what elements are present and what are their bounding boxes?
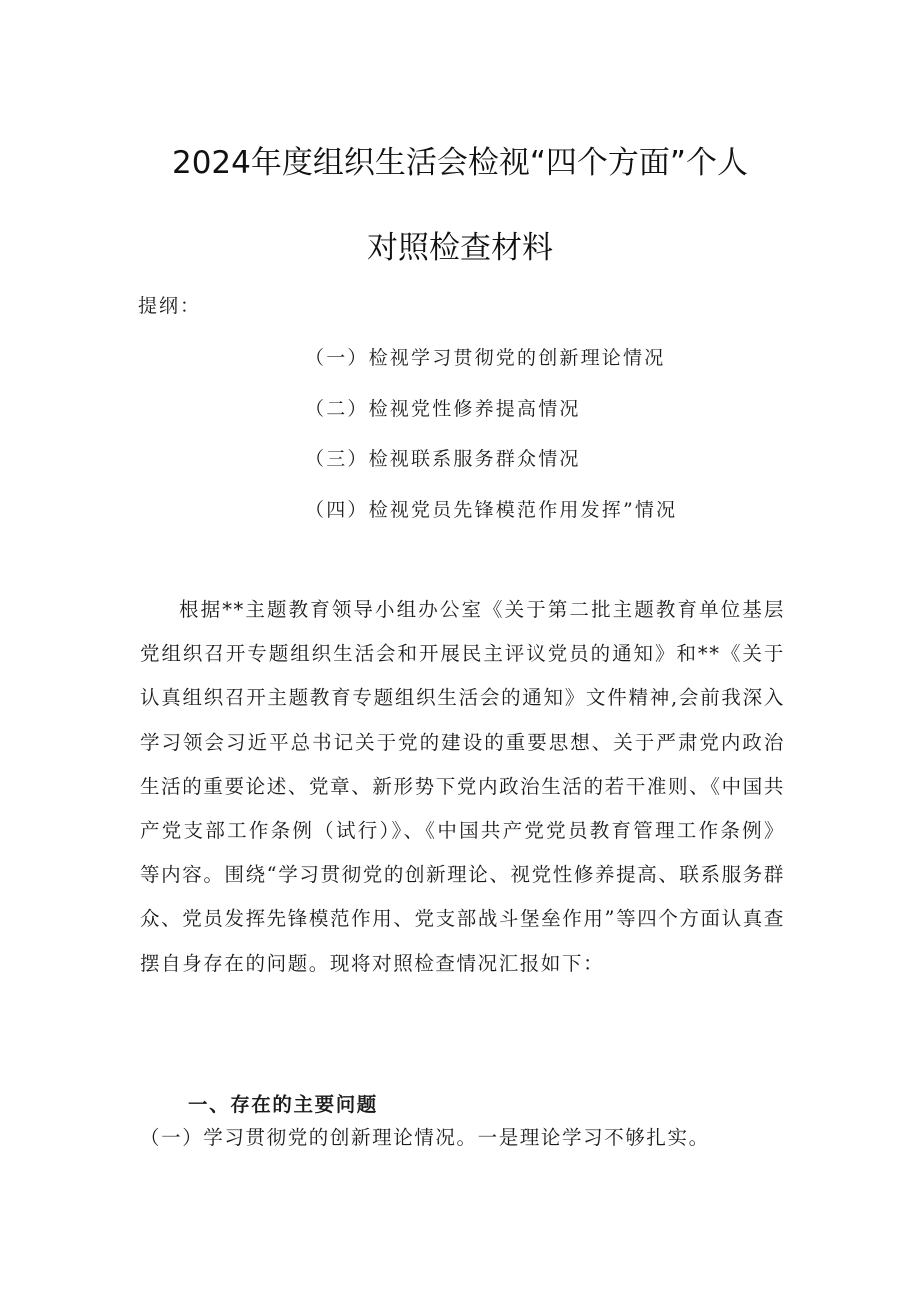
outline-item: （四）检视党员先锋模范作用发挥”情况 <box>305 498 678 521</box>
outline-item: （一）检视学习贯彻党的创新理论情况 <box>305 347 666 369</box>
outline-item: （三）检视联系服务群众情况 <box>305 448 581 470</box>
outline-label: 提纲： <box>138 295 202 317</box>
document-title-line-1: 2024年度组织生活会检视“四个方面”个人 <box>171 145 748 181</box>
intro-paragraph: 根据**主题教育领导小组办公室《关于第二批主题教育单位基层党组织召开专题组织生活会和开展民主评议党员的通知》和**《关于认真组织召开主题教育专题组织生活会的通知》文件精神,会前我深入学习领会习近平总书记关于党的建设的重要思想、关于严肃党内政治生活的重要论述、党章、新形势下党内政治生活的若干准则、《中国共产党支部工作条例（试行）》、《中国共产党党员教育管理工作条例》等内容。围绕“学习贯彻党的创新理论、视党性修养提高、联系服务群众、党员发挥先锋模范作用、党支部战斗堡垒作用”等四个方面认真查摆自身存在的问题。现将对照检查情况汇报如下： <box>140 598 785 975</box>
outline-item: （二）检视党性修养提高情况 <box>305 397 581 420</box>
section-heading: 一、存在的主要问题 <box>188 1093 378 1116</box>
sub-section-text: （一）学习贯彻党的创新理论情况。一是理论学习不够扎实。 <box>140 1126 710 1149</box>
document-title-line-2: 对照检查材料 <box>367 230 553 266</box>
outline-list <box>305 343 677 545</box>
